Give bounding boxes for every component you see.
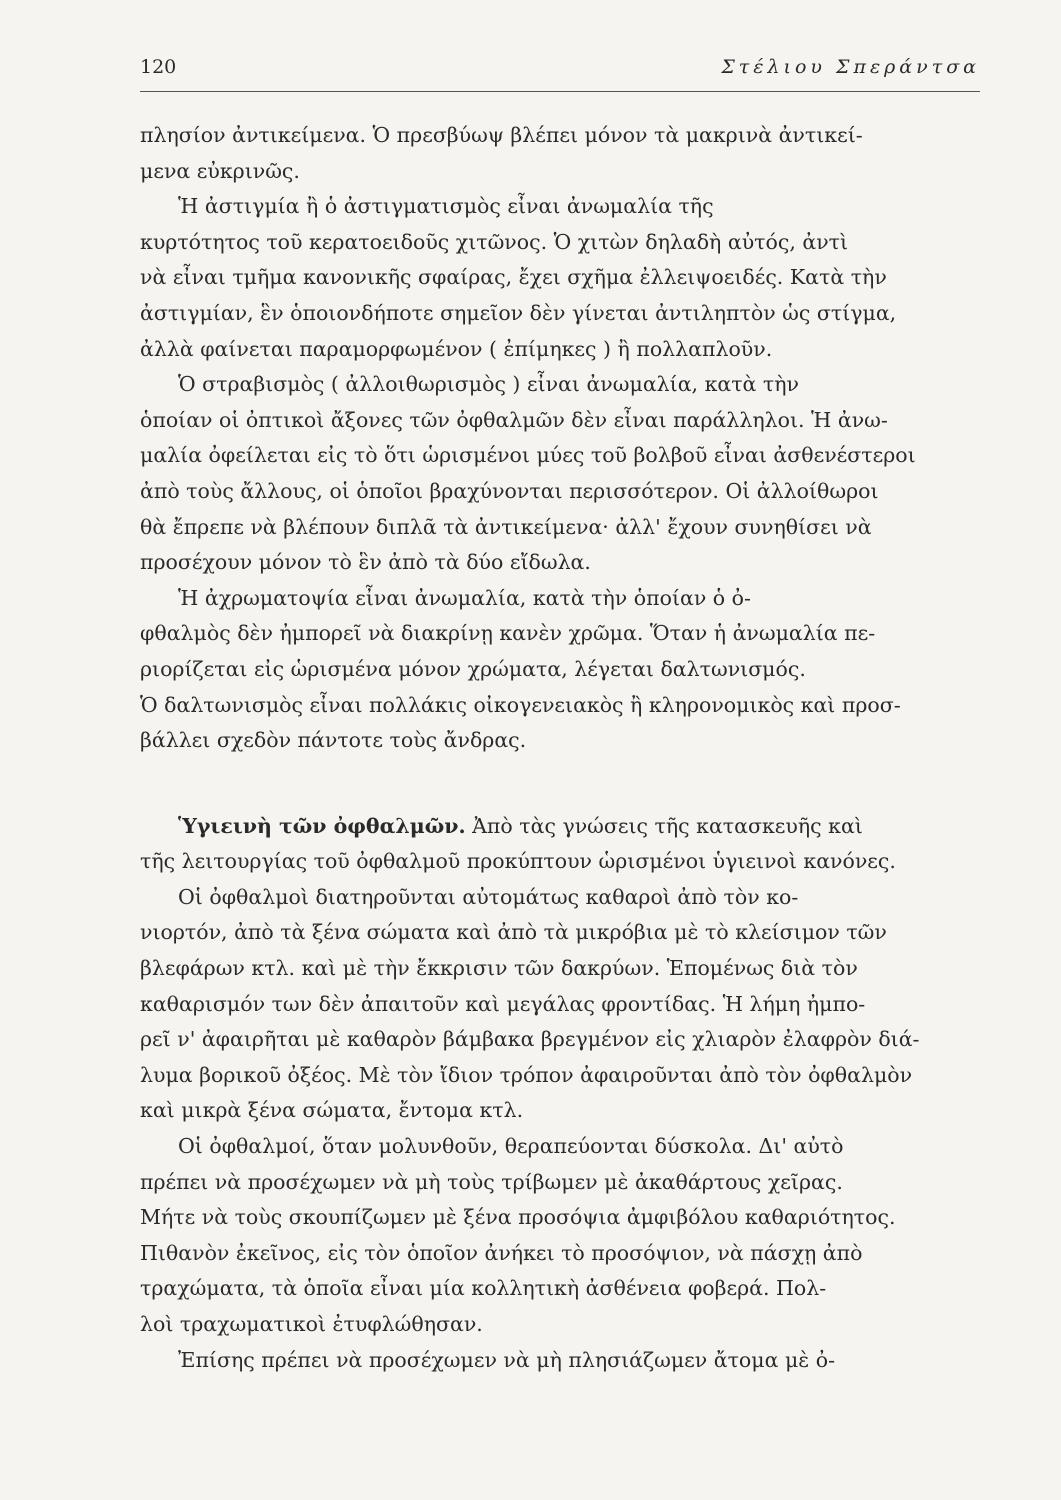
paragraph-eye-hygiene: [140, 809, 982, 880]
text-line: βλεφάρων κτλ. καὶ μὲ τὴν ἔκκρισιν τῶν δακρύων. Ἑπομένως διὰ τὸν: [140, 956, 858, 981]
text-line: Ἐπίσης πρέπει νὰ προσέχωμεν νὰ μὴ πλησιάζωμεν ἄτομα μὲ ὀ-: [178, 1347, 836, 1372]
text-line: τῆς λειτουργίας τοῦ ὀφθαλμοῦ προκύπτουν ὡρισμένοι ὑγιεινοὶ κανόνες.: [140, 849, 896, 874]
text-line: μενα εὐκρινῶς.: [140, 158, 300, 183]
paragraph-infection: [140, 1129, 982, 1343]
text-line: νὰ εἶναι τμῆμα κανονικῆς σφαίρας, ἔχει σχῆμα ἐλλειψοειδές. Κατὰ τὴν: [140, 265, 887, 290]
paragraph-astigmatism: [140, 189, 982, 367]
paragraph-eyes-clean: [140, 880, 982, 1129]
text-line: πλησίον ἀντικείμενα. Ὁ πρεσβύωψ βλέπει μόνον τὰ μακρινὰ ἀντικεί-: [140, 123, 863, 147]
text-line: καθαρισμόν των δὲν ἀπαιτοῦν καὶ μεγάλας φροντίδας. Ἡ λήμη ἠμπο-: [140, 991, 866, 1016]
text-line: προσέχουν μόνον τὸ ἓν ἀπὸ τὰ δύο εἴδωλα.: [140, 550, 591, 575]
text-line: νιορτόν, ἀπὸ τὰ ξένα σώματα καὶ ἀπὸ τὰ μικρόβια μὲ τὸ κλείσιμον τῶν: [140, 920, 887, 945]
paragraph-achromatopsia: [140, 581, 982, 759]
text-line: κυρτότητος τοῦ κερατοειδοῦς χιτῶνος. Ὁ χιτὼν δηλαδὴ αὐτός, ἀντὶ: [140, 229, 849, 254]
text-line: Μήτε νὰ τοὺς σκουπίζωμεν μὲ ξένα προσόψια ἀμφιβόλου καθαριότητος.: [140, 1205, 896, 1230]
running-title: Στέλιου Σπεράντσα: [721, 56, 980, 78]
page-body: [140, 118, 982, 1378]
text-line: ρεῖ ν' ἀφαιρῆται μὲ καθαρὸν βάμβακα βρεγμένον εἰς χλιαρὸν ἐλαφρὸν διά-: [140, 1027, 920, 1052]
text-line: Ὁ στραβισμὸς ( ἀλλοιθωρισμὸς ) εἶναι ἀνωμαλία, κατὰ τὴν: [178, 372, 800, 397]
text-line: Οἱ ὀφθαλμοὶ διατηροῦνται αὐτομάτως καθαροὶ ἀπὸ τὸν κο-: [178, 884, 799, 909]
section-gap: [140, 759, 982, 809]
paragraph-final: [140, 1343, 982, 1379]
text-line: ὁποίαν οἱ ὀπτικοὶ ἄξονες τῶν ὀφθαλμῶν δὲν εἶναι παράλληλοι. Ἡ ἀνω-: [140, 407, 888, 432]
paragraph: [140, 118, 982, 189]
section-heading-line: Ὑγιεινὴ τῶν ὀφθαλμῶν. Ἀπὸ τὰς γνώσεις τῆς κατασκευῆς καὶ: [178, 813, 863, 838]
page-number: 120: [140, 56, 177, 78]
text-line: μαλία ὀφείλεται εἰς τὸ ὅτι ὡρισμένοι μύες τοῦ βολβοῦ εἶναι ἀσθενέστεροι: [140, 443, 916, 468]
text-line: θὰ ἔπρεπε νὰ βλέπουν διπλᾶ τὰ ἀντικείμενα· ἀλλ' ἔχουν συνηθίσει νὰ: [140, 514, 872, 539]
text-line: καὶ μικρὰ ξένα σώματα, ἔντομα κτλ.: [140, 1098, 524, 1123]
text-line: Ἡ ἀστιγμία ἢ ὁ ἀστιγματισμὸς εἶναι ἀνωμαλία τῆς: [178, 194, 714, 219]
text-line: βάλλει σχεδὸν πάντοτε τοὺς ἄνδρας.: [140, 728, 527, 753]
text-line: Ἡ ἀχρωματοψία εἶναι ἀνωμαλία, κατὰ τὴν ὁποίαν ὁ ὀ-: [178, 585, 751, 610]
text-line: λυμα βορικοῦ ὀξέος. Μὲ τὸν ἴδιον τρόπον ἀφαιροῦνται ἀπὸ τὸν ὀφθαλμὸν: [140, 1062, 913, 1087]
text-line: Ὁ δαλτωνισμὸς εἶναι πολλάκις οἰκογενειακὸς ἢ κληρονομικὸς καὶ προσ-: [140, 692, 901, 717]
text-line: Οἱ ὀφθαλμοί, ὅταν μολυνθοῦν, θεραπεύονται δύσκολα. Δι' αὐτὸ: [178, 1134, 844, 1159]
text-line: ἀστιγμίαν, ἓν ὁποιονδήποτε σημεῖον δὲν γίνεται ἀντιληπτὸν ὡς στίγμα,: [140, 300, 897, 325]
text-line: ἀλλὰ φαίνεται παραμορφωμένον ( ἐπίμηκες ) ἢ πολλαπλοῦν.: [140, 336, 773, 361]
header-rule: [140, 91, 980, 92]
text-line: πρέπει νὰ προσέχωμεν νὰ μὴ τοὺς τρίβωμεν μὲ ἀκαθάρτους χεῖρας.: [140, 1169, 843, 1194]
text-line: λοὶ τραχωματικοὶ ἐτυφλώθησαν.: [140, 1312, 483, 1336]
text-line: τραχώματα, τὰ ὁποῖα εἶναι μία κολλητικὴ ἀσθένεια φοβερά. Πολ-: [140, 1276, 827, 1301]
text-line: φθαλμὸς δὲν ἠμπορεῖ νὰ διακρίνῃ κανὲν χρῶμα. Ὅταν ἡ ἀνωμαλία πε-: [140, 621, 876, 646]
text-line: ἀπὸ τοὺς ἄλλους, οἱ ὁποῖοι βραχύνονται περισσότερον. Οἱ ἀλλοίθωροι: [140, 478, 879, 503]
text-line: Πιθανὸν ἐκεῖνος, εἰς τὸν ὁποῖον ἀνήκει τὸ προσόψιον, νὰ πάσχῃ ἀπὸ: [140, 1240, 863, 1265]
paragraph-strabismus: [140, 367, 982, 581]
page-header: [140, 56, 980, 78]
text-line: ριορίζεται εἰς ὡρισμένα μόνον χρώματα, λέγεται δαλτωνισμός.: [140, 656, 806, 681]
section-heading-term: Ὑγιεινὴ τῶν ὀφθαλμῶν.: [178, 813, 466, 838]
